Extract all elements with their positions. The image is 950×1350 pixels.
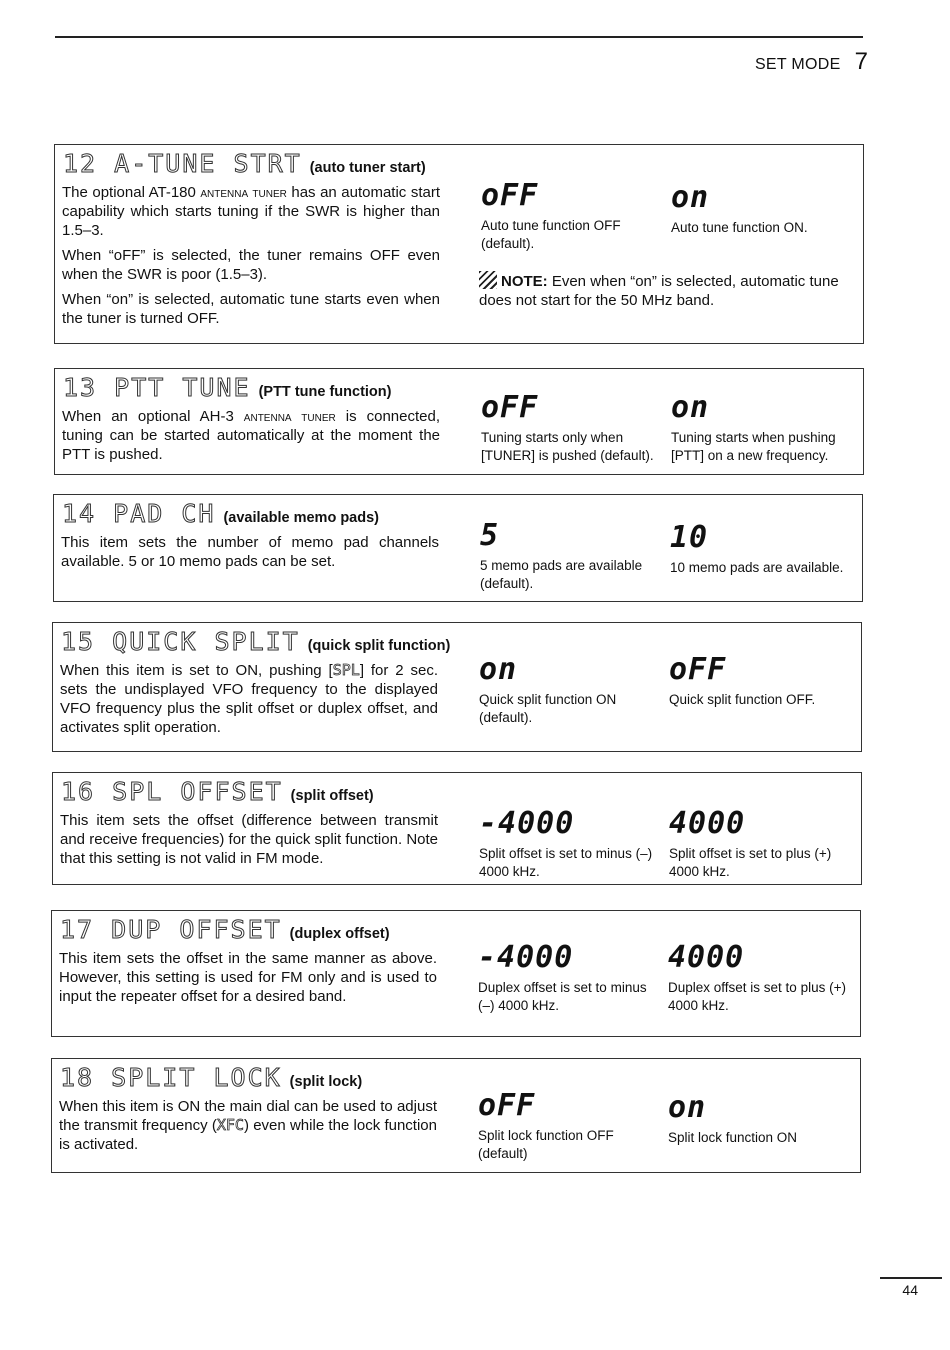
item-description	[62, 183, 440, 328]
small-caps-term: antenna tuner	[243, 408, 336, 424]
description-paragraph: This item sets the offset in the same manner as above. However, this setting is used for FM only and is used to input the repeater offset for a desired band.	[59, 950, 437, 1005]
setting-18-split-lock	[51, 1058, 861, 1173]
lcd-option-value: 5	[480, 518, 500, 553]
setting-14-memo-pad-channels	[53, 494, 863, 602]
lcd-option-value: on	[668, 1090, 707, 1125]
note	[479, 271, 859, 310]
description-paragraph: This item sets the number of memo pad channels available. 5 or 10 memo pads can be set.	[61, 534, 439, 570]
item-description	[60, 661, 438, 737]
text-run: ) even while the lock function is activated.	[59, 1117, 437, 1153]
option-caption: Split lock function ON	[668, 1130, 798, 1145]
setting-16-split-offset	[52, 772, 862, 885]
option-caption: 10 memo pads are available.	[670, 560, 844, 575]
lcd-key-label: XFC	[216, 1116, 244, 1134]
setting-heading	[60, 915, 390, 944]
option-plus	[668, 941, 854, 1014]
option-caption: Quick split function ON (default).	[479, 692, 617, 725]
option-on	[671, 391, 857, 464]
note-text: Even when “on” is selected, automatic tune does not start for the 50 MHz band.	[479, 273, 839, 309]
item-subtitle: (split offset)	[290, 788, 374, 804]
option-10	[670, 521, 856, 577]
description-paragraph	[59, 1097, 437, 1154]
option-minus	[478, 941, 664, 1014]
option-caption: Duplex offset is set to minus (–) 4000 kHz.	[478, 980, 647, 1013]
option-on	[671, 181, 857, 237]
setting-heading	[63, 373, 391, 402]
lcd-option-value: oFF	[481, 178, 539, 213]
item-subtitle: (available memo pads)	[223, 510, 379, 526]
note-label: NOTE:	[501, 273, 548, 290]
small-caps-term: antenna tuner	[200, 184, 287, 200]
text-run: When an optional AH-3	[62, 408, 244, 425]
option-on	[479, 653, 665, 726]
lcd-option-value: 4000	[669, 806, 746, 841]
lcd-option-value: on	[671, 180, 710, 215]
text-run: When this item is ON the main dial can be used to adjust the transmit frequency (	[59, 1098, 437, 1134]
text-run: When this item is set to ON, pushing [	[60, 662, 333, 679]
chapter-number: 7	[854, 48, 868, 75]
option-caption: Duplex offset is set to plus (+) 4000 kHz.	[668, 980, 846, 1013]
setting-13-ptt-tune	[54, 368, 864, 475]
option-caption: Tuning starts only when [TUNER] is pushed (default).	[481, 430, 654, 463]
option-on	[668, 1091, 854, 1147]
description-paragraph	[62, 183, 440, 240]
lcd-option-value: oFF	[481, 390, 539, 425]
item-subtitle: (PTT tune function)	[258, 384, 392, 400]
setting-heading	[62, 499, 379, 528]
item-subtitle: (split lock)	[289, 1074, 363, 1090]
item-description	[62, 407, 440, 464]
setting-heading	[61, 777, 374, 806]
lcd-option-value: 10	[670, 520, 709, 555]
lcd-option-value: -4000	[478, 940, 574, 975]
item-subtitle: (duplex offset)	[289, 926, 390, 942]
option-caption: Tuning starts when pushing [PTT] on a new frequency.	[671, 430, 836, 463]
description-paragraph: This item sets the offset (difference between transmit and receive frequencies) for the quick split function. Note that this setting is not valid in FM mode.	[60, 812, 438, 867]
setting-heading	[60, 1063, 362, 1092]
option-off	[481, 179, 667, 252]
description-paragraph: When “oFF” is selected, the tuner remains OFF even when the SWR is poor (1.5–3).	[62, 247, 440, 283]
top-rule	[55, 36, 863, 38]
lcd-option-value: on	[671, 390, 710, 425]
setting-15-quick-split	[52, 622, 862, 752]
page-number: 44	[902, 1282, 918, 1298]
page-header	[755, 48, 868, 76]
option-caption: Auto tune function ON.	[671, 220, 808, 235]
option-5	[480, 519, 666, 592]
setting-heading	[63, 149, 426, 178]
option-caption: Split offset is set to minus (–) 4000 kHz.	[479, 846, 653, 879]
item-subtitle: (quick split function)	[307, 638, 451, 654]
option-caption: Quick split function OFF.	[669, 692, 816, 707]
lcd-option-value: oFF	[478, 1088, 536, 1123]
lcd-option-value: on	[479, 652, 518, 687]
text-run: has an automatic start capability which starts tuning if the SWR is higher than 1.5–3.	[62, 184, 440, 239]
item-description	[59, 1097, 437, 1154]
setting-12-auto-tuner-start	[54, 144, 864, 344]
lcd-item-name: 18 SPLIT LOCK	[60, 1063, 282, 1092]
option-minus	[479, 807, 665, 880]
option-caption: 5 memo pads are available (default).	[480, 558, 643, 591]
note-icon	[479, 271, 497, 289]
option-off	[478, 1089, 664, 1162]
text-run: is connected, tuning can be started automatically at the moment the PTT is pushed.	[62, 408, 441, 463]
lcd-option-value: -4000	[479, 806, 575, 841]
lcd-item-name: 13 PTT TUNE	[63, 373, 251, 402]
lcd-key-label: SPL	[332, 661, 360, 679]
lcd-option-value: 4000	[668, 940, 745, 975]
item-description	[61, 533, 439, 571]
item-description	[60, 811, 438, 868]
section-title: SET MODE	[754, 56, 841, 73]
footer-rule	[880, 1277, 942, 1279]
item-description	[59, 949, 437, 1006]
description-paragraph	[62, 407, 440, 464]
lcd-item-name: 14 PAD CH	[62, 499, 216, 528]
option-off	[481, 391, 667, 464]
description-paragraph	[60, 661, 438, 737]
option-caption: Split lock function OFF (default)	[478, 1128, 614, 1161]
lcd-item-name: 15 QUICK SPLIT	[61, 627, 300, 656]
text-run: ] for 2 sec. sets the undisplayed VFO frequency to the displayed VFO frequency plus the split offset or duplex offset, and activates split operation.	[60, 662, 439, 736]
setting-17-duplex-offset	[51, 910, 861, 1037]
lcd-item-name: 17 DUP OFFSET	[60, 915, 282, 944]
item-subtitle: (auto tuner start)	[309, 160, 426, 176]
lcd-option-value: oFF	[669, 652, 727, 687]
option-off	[669, 653, 855, 709]
lcd-item-name: 12 A-TUNE STRT	[63, 149, 302, 178]
text-run: The optional AT-180	[62, 184, 201, 201]
option-caption: Split offset is set to plus (+) 4000 kHz.	[669, 846, 832, 879]
option-caption: Auto tune function OFF (default).	[481, 218, 621, 251]
lcd-item-name: 16 SPL OFFSET	[61, 777, 283, 806]
description-paragraph: When “on” is selected, automatic tune starts even when the tuner is turned OFF.	[62, 291, 440, 327]
setting-heading	[61, 627, 450, 656]
option-plus	[669, 807, 855, 880]
